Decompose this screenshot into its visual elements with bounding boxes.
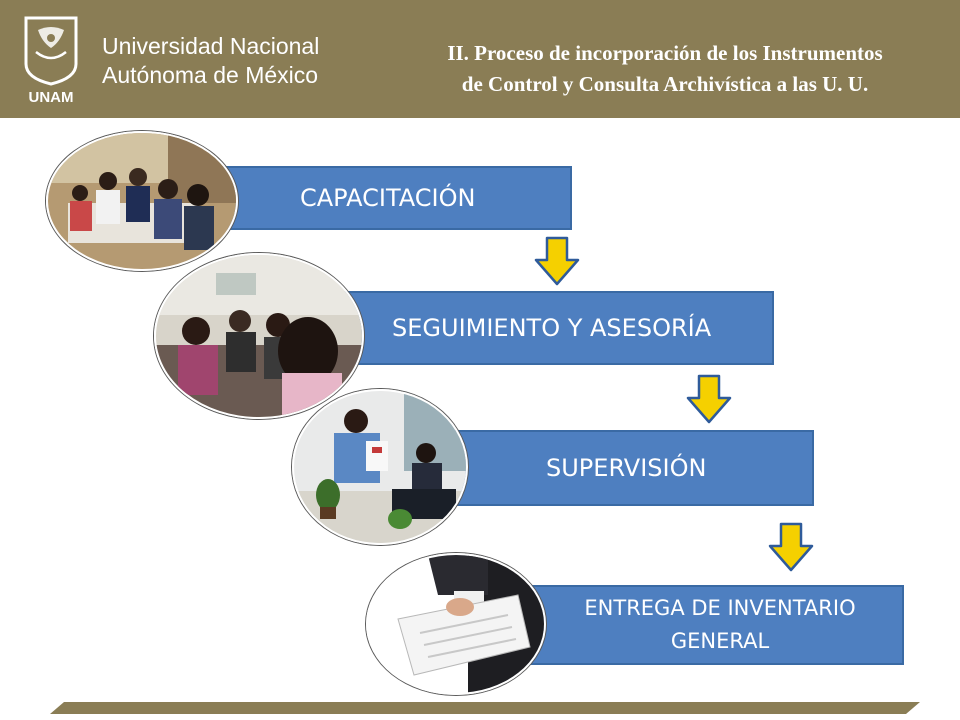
photo-training-group — [46, 131, 238, 271]
down-arrow-icon — [686, 374, 732, 424]
photo-supervision-office — [292, 389, 468, 545]
step-bar-entrega — [516, 585, 904, 665]
step-label-entrega-line1: ENTREGA DE INVENTARIO — [584, 596, 856, 620]
slide-title-line1: II. Proceso de incorporación de los Instrumentos — [447, 41, 883, 65]
photo-advisory-meeting — [154, 253, 364, 419]
logo-text: UNAM — [28, 89, 74, 106]
step-label-entrega-line2: GENERAL — [670, 629, 770, 653]
unam-crest-icon — [18, 12, 84, 106]
photo-document-handover — [366, 553, 546, 695]
step-bar-supervision — [440, 430, 814, 506]
university-name-line2: Autónoma de México — [102, 62, 319, 88]
down-arrow-icon — [768, 522, 814, 572]
slide-title — [380, 38, 950, 100]
step-label-supervision: SUPERVISIÓN — [546, 454, 707, 482]
header-band — [0, 0, 960, 118]
slide-title-line2: de Control y Consulta Archivística a las U. U. — [461, 72, 869, 96]
step-label-capacitacion: CAPACITACIÓN — [300, 184, 476, 212]
university-name — [102, 32, 319, 90]
step-bar-seguimiento — [322, 291, 774, 365]
footer-divider — [50, 702, 920, 714]
step-label-seguimiento: SEGUIMIENTO Y ASESORÍA — [392, 314, 712, 342]
university-name-line1: Universidad Nacional — [102, 33, 320, 59]
down-arrow-icon — [534, 236, 580, 286]
